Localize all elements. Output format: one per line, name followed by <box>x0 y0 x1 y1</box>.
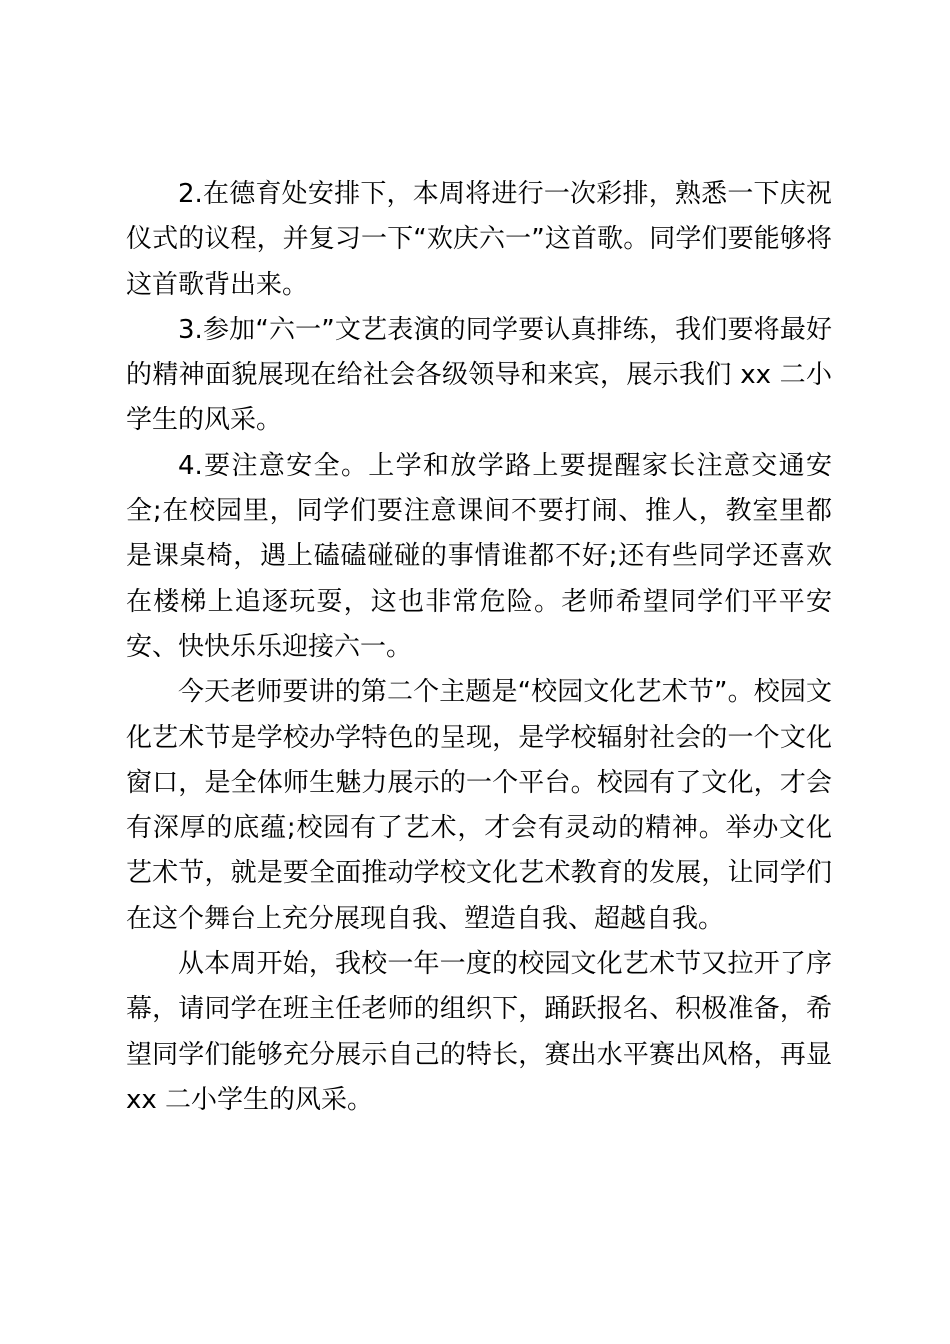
paragraph-item-4: 4.要注意安全。上学和放学路上要提醒家长注意交通安全;在校园里，同学们要注意课间不要打闹、推人，教室里都是课桌椅，遇上磕磕碰碰的事情谁都不好;还有些同学还喜欢在楼梯上追逐玩耍，这也非常危险。老师希望同学们平平安安、快快乐乐迎接六一。 <box>126 450 832 662</box>
paragraph-art-festival: 从本周开始，我校一年一度的校园文化艺术节又拉开了序幕，请同学在班主任老师的组织下，踊跃报名、积极准备，希望同学们能够充分展示自己的特长，赛出水平赛出风格，再显 xx 二小学生的风采。 <box>126 949 832 1115</box>
paragraph-item-2: 2.在德育处安排下，本周将进行一次彩排，熟悉一下庆祝仪式的议程，并复习一下“欢庆六一”这首歌。同学们要能够将这首歌背出来。 <box>126 179 832 300</box>
document-body <box>126 172 832 1123</box>
paragraph-item-3: 3.参加“六一”文艺表演的同学要认真排练，我们要将最好的精神面貌展现在给社会各级领导和来宾，展示我们 xx 二小学生的风采。 <box>126 314 832 436</box>
paragraph-second-topic: 今天老师要讲的第二个主题是“校园文化艺术节”。校园文化艺术节是学校办学特色的呈现，是学校辐射社会的一个文化窗口，是全体师生魅力展示的一个平台。校园有了文化，才会有深厚的底蕴;校园有了艺术，才会有灵动的精神。举办文化艺术节，就是要全面推动学校文化艺术教育的发展，让同学们在这个舞台上充分展现自我、塑造自我、超越自我。 <box>126 677 832 934</box>
